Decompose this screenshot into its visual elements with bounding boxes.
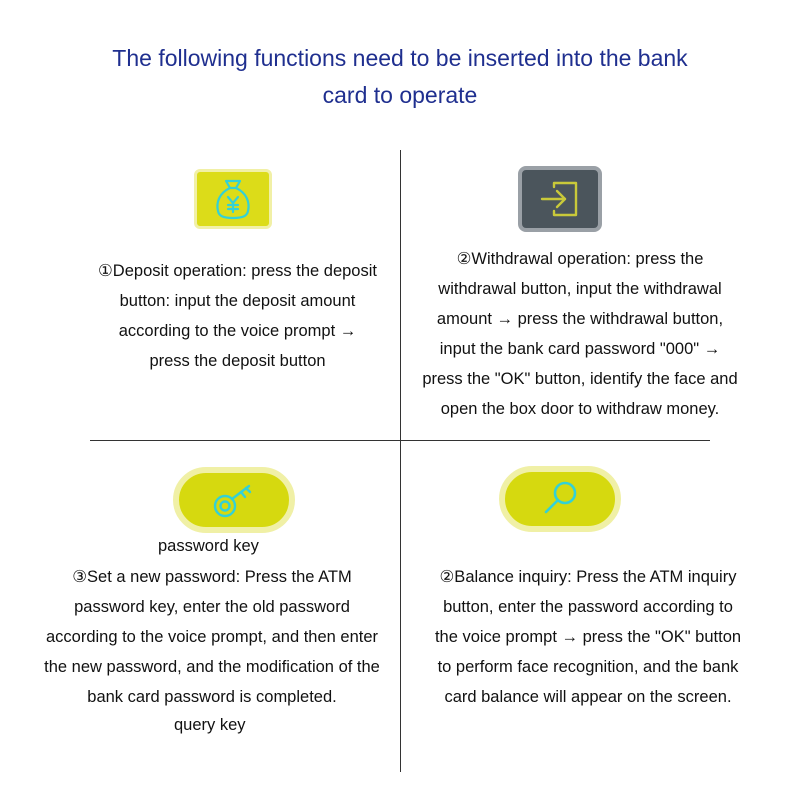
balance-line: card balance will appear on the screen. bbox=[444, 688, 732, 706]
withdrawal-line: input the bank card password "000" → bbox=[439, 340, 721, 358]
balance-line: to perform face recognition, and the bank bbox=[437, 658, 739, 676]
balance-line: ②Balance inquiry: Press the ATM inquiry bbox=[439, 568, 737, 586]
key-icon bbox=[209, 480, 259, 520]
deposit-line: button: input the deposit amount bbox=[119, 292, 356, 310]
password-line: according to the voice prompt, and then enter bbox=[45, 628, 379, 646]
money-bag-yen-icon bbox=[213, 177, 253, 221]
withdrawal-line: withdrawal button, input the withdrawal bbox=[438, 280, 722, 298]
withdrawal-line: press the "OK" button, identify the face and bbox=[422, 370, 738, 388]
withdrawal-line: ②Withdrawal operation: press the bbox=[456, 250, 704, 268]
deposit-line: ①Deposit operation: press the deposit bbox=[98, 262, 377, 280]
sign-in-arrow-icon bbox=[538, 179, 582, 219]
magnifier-icon bbox=[538, 479, 582, 519]
inquiry-button[interactable] bbox=[499, 466, 621, 532]
password-key-button[interactable] bbox=[173, 467, 295, 533]
password-key-label: password key bbox=[158, 537, 259, 555]
password-line: bank card password is completed. bbox=[87, 688, 337, 706]
title-line-2: card to operate bbox=[322, 82, 478, 108]
deposit-line: press the deposit button bbox=[149, 352, 326, 370]
withdrawal-line: amount → press the withdrawal button, bbox=[436, 310, 724, 328]
balance-line: the voice prompt → press the "OK" button bbox=[434, 628, 742, 646]
password-description bbox=[22, 562, 402, 712]
withdrawal-description bbox=[395, 244, 765, 424]
deposit-description bbox=[60, 256, 415, 376]
password-line: password key, enter the old password bbox=[74, 598, 350, 616]
password-line: ③Set a new password: Press the ATM bbox=[72, 568, 352, 586]
balance-line: button, enter the password according to bbox=[443, 598, 733, 616]
deposit-button[interactable] bbox=[194, 169, 272, 229]
password-line: the new password, and the modification of the bbox=[44, 658, 380, 676]
withdrawal-line: open the box door to withdraw money. bbox=[440, 400, 720, 418]
page-title bbox=[0, 40, 800, 114]
balance-description bbox=[403, 562, 773, 712]
query-key-label: query key bbox=[174, 716, 246, 734]
title-line-1: The following functions need to be inserted into the bank bbox=[112, 45, 688, 71]
horizontal-divider bbox=[90, 440, 710, 441]
withdrawal-button[interactable] bbox=[518, 166, 602, 232]
deposit-line: according to the voice prompt → bbox=[118, 322, 357, 340]
